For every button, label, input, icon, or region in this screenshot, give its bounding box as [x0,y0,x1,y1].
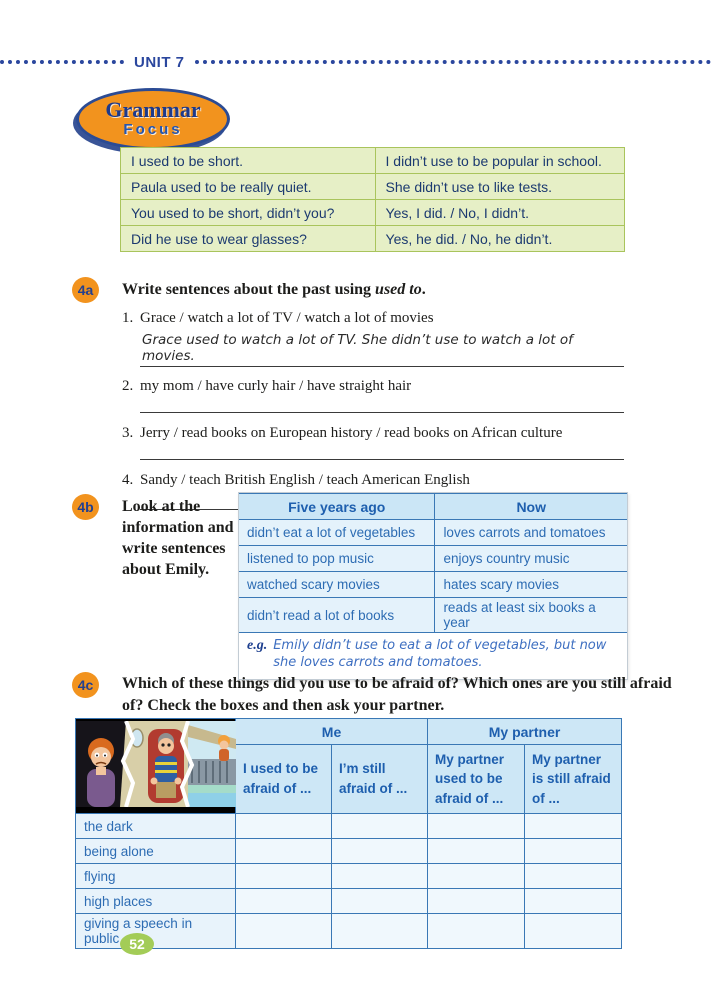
fear-label: flying [76,864,236,889]
table-row [239,546,627,572]
title-text: Write sentences about the past using [122,281,376,298]
grammar-cell: I didn’t use to be popular in school. [375,148,624,174]
emily-info-box [238,492,628,680]
table-row [121,200,625,226]
table-cell: reads at least six books a year [435,598,627,633]
fears-illustration-svg [76,721,236,807]
table-group-header-row [76,719,622,745]
dotted-rule-left [0,60,124,64]
exercise-4a-items [122,307,624,519]
grammar-cell: Did he use to wear glasses? [121,226,376,252]
unit-label: UNIT 7 [134,53,185,71]
exercise-4b-badge: 4b [72,494,99,520]
group-header-me: Me [236,719,428,745]
checkbox-cell[interactable] [428,889,525,914]
checkbox-cell[interactable] [525,864,622,889]
checkbox-cell[interactable] [236,814,332,839]
exercise-4a-title [122,279,642,301]
table-cell: hates scary movies [435,572,627,598]
table-row [121,174,625,200]
grammar-cell: I used to be short. [121,148,376,174]
grammar-cell: She didn’t use to like tests. [375,174,624,200]
table-row [76,914,622,949]
fears-illustration [76,719,236,814]
table-row [239,598,627,633]
exercise-4a-badge: 4a [72,277,99,303]
title-text: . [421,281,426,298]
checkbox-cell[interactable] [525,914,622,949]
grammar-focus-title-line1: Grammar [105,96,201,122]
unit-header-rule [0,53,711,71]
answer-text[interactable]: Grace used to watch a lot of TV. She didn’t use to watch a lot of movies. [140,329,624,367]
item-prompt: Grace / watch a lot of TV / watch a lot of movies [140,310,434,326]
fear-label: giving a speech in public [76,914,236,949]
fears-survey-table [75,718,622,949]
item-number: 4. [122,472,134,488]
checkbox-cell[interactable] [332,889,428,914]
checkbox-cell[interactable] [525,814,622,839]
table-header-row [239,494,627,520]
exercise-4c-instructions: Which of these things did you use to be afraid of? Which ones are you still afraid of? Check the boxes and then ask your partner. [122,675,672,715]
grammar-examples-table [120,147,625,252]
checkbox-cell[interactable] [332,914,428,949]
table-cell: watched scary movies [239,572,435,598]
grammar-cell: Yes, he did. / No, he didn’t. [375,226,624,252]
exercise-4c-badge: 4c [72,672,99,698]
column-header-five-years-ago: Five years ago [239,494,435,520]
checkbox-cell[interactable] [236,864,332,889]
item-prompt: my mom / have curly hair / have straight hair [140,378,412,394]
column-header-partner-used-to: My partner used to be afraid of ... [428,745,525,814]
grammar-cell: Yes, I did. / No, I didn’t. [375,200,624,226]
column-header-im-still: I’m still afraid of ... [332,745,428,814]
checkbox-cell[interactable] [332,839,428,864]
table-cell: listened to pop music [239,546,435,572]
table-row [239,520,627,546]
example-label: e.g. [247,638,268,653]
example-sentence [239,633,627,679]
table-row [121,148,625,174]
item-number: 1. [122,310,134,326]
checkbox-cell[interactable] [428,839,525,864]
answer-line[interactable] [140,444,624,460]
checkbox-cell[interactable] [236,889,332,914]
table-cell: loves carrots and tomatoes [435,520,627,546]
table-row [76,864,622,889]
table-row [76,889,622,914]
title-italic-text: used to [375,281,422,298]
fear-label: the dark [76,814,236,839]
table-cell: enjoys country music [435,546,627,572]
list-item [122,375,624,413]
checkbox-cell[interactable] [332,814,428,839]
checkbox-cell[interactable] [428,864,525,889]
checkbox-cell[interactable] [236,914,332,949]
checkbox-cell[interactable] [525,889,622,914]
column-header-now: Now [435,494,627,520]
item-prompt: Sandy / teach British English / teach American English [140,472,470,488]
table-cell: didn’t read a lot of books [239,598,435,633]
item-number: 3. [122,425,134,441]
exercise-4b-instructions: Look at the information and write sentences about Emily. [122,498,234,579]
grammar-cell: Paula used to be really quiet. [121,174,376,200]
table-row [76,839,622,864]
checkbox-cell[interactable] [428,814,525,839]
table-row [239,572,627,598]
checkbox-cell[interactable] [428,914,525,949]
grammar-focus-badge [76,88,230,150]
item-number: 2. [122,378,134,394]
list-item [122,422,624,460]
fear-label: being alone [76,839,236,864]
grammar-cell: You used to be short, didn’t you? [121,200,376,226]
fear-label: high places [76,889,236,914]
example-text: Emily didn’t use to eat a lot of vegetables, but now she loves carrots and tomatoes. [273,638,607,670]
checkbox-cell[interactable] [236,839,332,864]
column-header-partner-still: My partner is still afraid of ... [525,745,622,814]
column-header-i-used-to: I used to be afraid of ... [236,745,332,814]
answer-line[interactable] [140,397,624,413]
emily-table [239,493,627,633]
table-cell: didn’t eat a lot of vegetables [239,520,435,546]
page-number-badge: 52 [120,933,154,955]
group-header-my-partner: My partner [428,719,622,745]
table-row [76,814,622,839]
item-prompt: Jerry / read books on European history / read books on African culture [140,425,563,441]
dotted-rule-right [195,60,711,64]
list-item [122,307,624,367]
checkbox-cell[interactable] [332,864,428,889]
checkbox-cell[interactable] [525,839,622,864]
grammar-focus-title-line2: Focus [123,120,183,138]
table-row [121,226,625,252]
